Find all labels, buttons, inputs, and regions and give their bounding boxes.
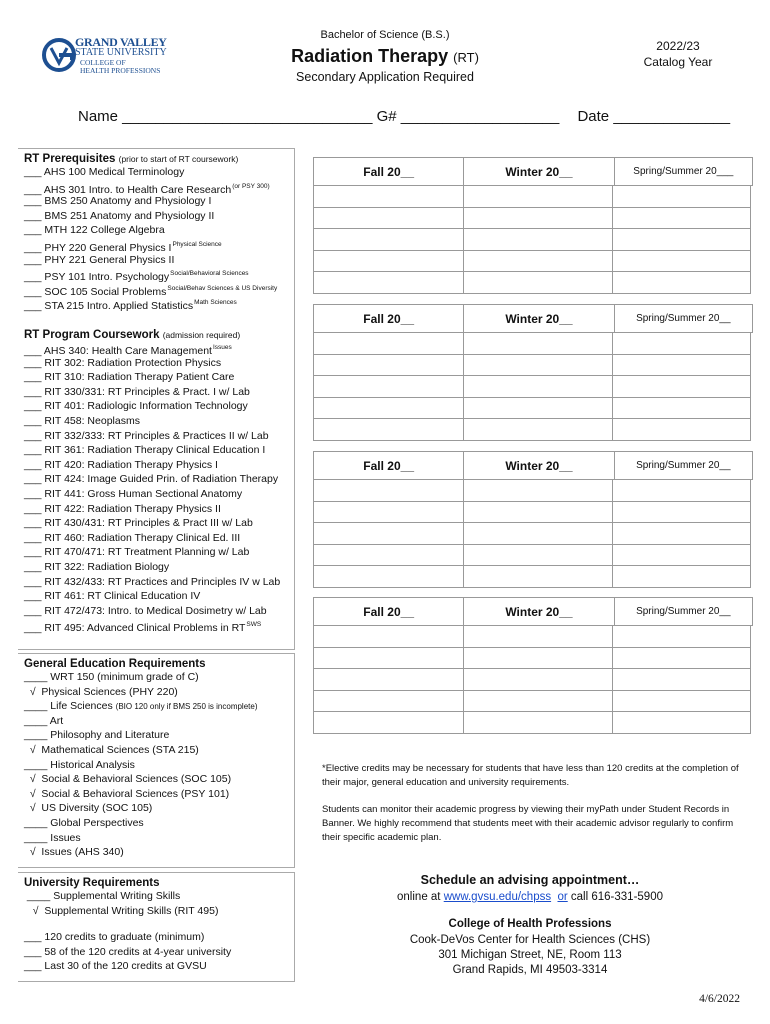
course-entry-cell[interactable] [464,272,614,293]
college-name: College of Health Professions [448,918,612,930]
course-entry-cell[interactable] [464,398,614,419]
gened-item[interactable] [24,845,258,860]
course-item[interactable] [24,341,280,356]
gened-text: √ Social & Behavioral Sciences (SOC 105) [24,773,232,786]
course-text: ___ RIT 361: Radiation Therapy Clinical Education I [24,444,266,457]
course-entry-cell[interactable] [314,669,464,690]
course-text: ___ RIT 424: Image Guided Prin. of Radiation Therapy [24,473,279,486]
advising-heading: Schedule an advising appointment… [420,873,640,887]
degree-label: Bachelor of Science (B.S.) [320,29,450,41]
course-text: ___ RIT 422: Radiation Therapy Physics II [24,502,221,515]
course-entry-cell[interactable] [314,480,464,501]
semester-course-row [313,229,751,251]
course-text: ___ SOC 105 Social Problems [24,285,167,298]
gened-text: ____ Historical Analysis [24,758,135,771]
course-entry-cell[interactable] [464,566,614,587]
course-attribute: Math Sciences [194,299,237,307]
semester-course-row [313,545,751,567]
supp-writing-item[interactable]: ____ Supplemental Writing Skills [24,890,181,902]
course-entry-cell[interactable] [613,626,750,647]
university-box [18,872,295,982]
course-entry-cell[interactable] [464,208,614,229]
gened-item[interactable] [24,699,258,714]
gened-text: √ US Diversity (SOC 105) [24,802,153,815]
course-entry-cell[interactable] [613,419,750,440]
course-entry-cell[interactable] [613,523,750,544]
course-entry-cell[interactable] [314,712,464,733]
course-attribute: SWS [246,621,262,629]
course-item[interactable] [24,370,280,385]
city-address: Grand Rapids, MI 49503-3314 [452,964,608,976]
semester-course-row [313,186,751,208]
course-entry-cell[interactable] [464,669,614,690]
gened-text: ____ Life Sciences [24,700,116,713]
course-entry-cell[interactable] [314,648,464,669]
logo-text-2: STATE UNIVERSITY [75,47,167,58]
gened-title: General Education Requirements [24,658,206,670]
course-text: ___ RIT 495: Advanced Clinical Problems in RT [24,622,246,635]
course-entry-cell[interactable] [314,251,464,272]
course-entry-cell[interactable] [314,398,464,419]
semester-course-row [313,626,751,648]
semester-summer-label: Spring/Summer 20__ [636,606,731,617]
course-text: ___ STA 215 Intro. Applied Statistics [24,300,194,313]
logo-college: COLLEGE OF [80,58,126,67]
course-text: ___ RIT 470/471: RT Treatment Planning w/ Lab [24,546,250,559]
university-section [24,877,231,974]
gened-item[interactable] [24,801,258,816]
course-text: ___ RIT 441: Gross Human Sectional Anatomy [24,487,243,500]
course-item[interactable] [24,223,277,238]
gened-text: ____ Global Perspectives [24,816,144,829]
course-text: ___ RIT 461: RT Clinical Education IV [24,590,201,603]
gened-item[interactable] [24,772,258,787]
semester-fall-label: Fall 20__ [314,598,464,625]
course-item[interactable] [24,560,280,575]
course-item[interactable] [24,516,280,531]
credits-item[interactable]: ___ 120 credits to graduate (minimum) [24,931,205,944]
course-attribute: Social/Behav Sciences & US Diversity [167,284,278,292]
course-text: ___ AHS 100 Medical Terminology [24,166,185,178]
course-entry-cell[interactable] [613,691,750,712]
course-entry-cell[interactable] [613,376,750,397]
course-text: ___ RIT 330/331: RT Principles & Pract. I w/ Lab [24,385,250,398]
gened-text: ____ Philosophy and Literature [24,729,170,742]
course-entry-cell[interactable] [464,229,614,250]
course-entry-cell[interactable] [613,648,750,669]
course-entry-cell[interactable] [464,333,614,354]
course-item[interactable] [24,267,277,282]
program-section [24,329,280,633]
course-item[interactable] [24,618,280,633]
course-item[interactable] [24,458,280,473]
course-text: ___ RIT 472/473: Intro. to Medical Dosimetry w/ Lab [24,604,267,617]
semester-winter-label: Winter 20__ [464,452,614,479]
course-entry-cell[interactable] [314,229,464,250]
course-text: ___ RIT 332/333: RT Principles & Practices II w/ Lab [24,429,269,442]
semester-summer-label: Spring/Summer 20___ [633,166,734,177]
prereq-note: (prior to start of RT coursework) [118,154,239,164]
gened-item[interactable] [24,714,258,729]
course-item[interactable] [24,502,280,517]
semester-winter-label: Winter 20__ [464,305,614,332]
course-entry-cell[interactable] [314,272,464,293]
semester-summer-label: Spring/Summer 20__ [636,460,731,471]
course-text: ___ RIT 460: Radiation Therapy Clinical Ed. III [24,531,241,544]
semester-course-row [313,272,751,294]
course-entry-cell[interactable] [613,186,750,207]
semester-course-row [313,523,751,545]
course-item[interactable] [24,487,280,502]
course-entry-cell[interactable] [464,545,614,566]
semester-course-row [313,566,751,588]
semester-header [313,157,753,186]
course-entry-cell[interactable] [613,566,750,587]
semester-course-row [313,691,751,713]
semester-fall-label: Fall 20__ [314,305,464,332]
course-item[interactable] [24,238,277,253]
catalog-year-value: 2022/23 [656,39,700,53]
course-entry-cell[interactable] [613,272,750,293]
semester-summer-label: Spring/Summer 20__ [636,313,731,324]
gened-text: √ Mathematical Sciences (STA 215) [24,743,199,756]
course-text: ___ PSY 101 Intro. Psychology [24,271,170,284]
course-entry-cell[interactable] [464,419,614,440]
gened-item[interactable] [24,831,258,846]
course-text: ___ RIT 430/431: RT Principles & Pract III w/ Lab [24,517,253,530]
course-item[interactable] [24,385,280,400]
course-entry-cell[interactable] [613,712,750,733]
gened-note: (BIO 120 only if BMS 250 is incomplete) [115,702,258,712]
course-item[interactable] [24,209,277,224]
course-item[interactable] [24,399,280,414]
course-item[interactable] [24,356,280,371]
logo-text-3 [80,59,160,75]
semester-course-row [313,480,751,502]
course-text: ___ RIT 302: Radiation Protection Physics [24,356,222,369]
secondary-application: Secondary Application Required [296,70,474,84]
university-title: University Requirements [24,877,160,889]
logo-text-1: GRAND VALLEY [75,35,167,49]
course-item[interactable] [24,443,280,458]
gened-text: √ Issues (AHS 340) [24,846,124,859]
prereq-title-text: RT Prerequisites [24,153,116,165]
gened-text: √ Physical Sciences (PHY 220) [24,685,178,698]
prereq-list [24,165,277,311]
page-title [250,46,520,67]
course-entry-cell[interactable] [314,566,464,587]
course-item[interactable] [24,194,277,209]
online-prefix: online at [397,891,444,903]
or-link: or [557,891,568,903]
course-item[interactable] [24,575,280,590]
prereq-section [24,153,277,311]
semester-course-row [313,648,751,670]
course-item[interactable] [24,429,280,444]
date-field[interactable]: Date ______________ [577,108,731,125]
course-entry-cell[interactable] [613,251,750,272]
supp-writing-done: √ Supplemental Writing Skills (RIT 495) [24,904,219,917]
gened-item[interactable] [24,670,258,685]
rt-courses-box [18,148,295,650]
footer-date: 4/6/2022 [699,993,740,1005]
course-entry-cell[interactable] [314,333,464,354]
course-attribute: Physical Science [172,240,222,248]
course-text: ___ RIT 401: Radiologic Information Technology [24,400,248,413]
course-entry-cell[interactable] [314,523,464,544]
semester-winter-label: Winter 20__ [464,158,614,185]
course-item[interactable] [24,165,277,180]
gened-text: ____ Issues [24,831,81,844]
center-name: Cook-DeVos Center for Health Sciences (CHS) [409,934,651,946]
gened-item[interactable] [24,816,258,831]
course-item[interactable] [24,604,280,619]
gened-item[interactable] [24,728,258,743]
course-entry-cell[interactable] [613,355,750,376]
course-item[interactable] [24,180,277,195]
course-entry-cell[interactable] [314,502,464,523]
course-entry-cell[interactable] [613,208,750,229]
name-gnumber-field[interactable]: Name ______________________________ G# ___________________ [78,108,560,125]
course-entry-cell[interactable] [314,545,464,566]
semester-course-row [313,712,751,734]
prereq-title [24,153,277,165]
title-text: Radiation Therapy [291,46,449,66]
course-entry-cell[interactable] [464,186,614,207]
course-item[interactable] [24,589,280,604]
gened-text: √ Social & Behavioral Sciences (PSY 101) [24,787,230,800]
phone-number: call 616-331-5900 [567,891,663,903]
course-text: ___ RIT 310: Radiation Therapy Patient Care [24,371,235,384]
course-text: ___ BMS 250 Anatomy and Physiology I [24,195,212,208]
course-entry-cell[interactable] [464,626,614,647]
semester-course-row [313,355,751,377]
gened-item[interactable] [24,743,258,758]
course-text: ___ BMS 251 Anatomy and Physiology II [24,209,215,222]
course-item[interactable] [24,253,277,268]
gvsu-logo [42,34,167,80]
course-item[interactable] [24,472,280,487]
gened-item[interactable] [24,685,258,700]
course-attribute: (or PSY 300) [232,182,270,190]
course-entry-cell[interactable] [464,648,614,669]
semester-header [313,451,753,480]
semester-course-row [313,333,751,355]
gened-item[interactable] [24,758,258,773]
course-entry-cell[interactable] [464,502,614,523]
semester-course-row [313,419,751,441]
course-entry-cell[interactable] [314,626,464,647]
semester-course-row [313,502,751,524]
semester-fall-label: Fall 20__ [314,452,464,479]
course-entry-cell[interactable] [613,669,750,690]
course-entry-cell[interactable] [464,376,614,397]
chpss-link[interactable]: www.gvsu.edu/chpss [443,891,552,903]
semester-fall-label: Fall 20__ [314,158,464,185]
course-entry-cell[interactable] [464,251,614,272]
course-text: ___ PHY 221 General Physics II [24,253,175,266]
course-entry-cell[interactable] [613,229,750,250]
course-text: ___ AHS 340: Health Care Management [24,345,212,357]
semester-header [313,597,753,626]
gvsu-logo-icon [42,36,76,74]
gened-list [24,670,258,860]
course-entry-cell[interactable] [464,712,614,733]
course-entry-cell[interactable] [314,691,464,712]
semester-course-row [313,208,751,230]
credits-item[interactable]: ___ 58 of the 120 credits at 4-year university [24,945,232,958]
gened-text: ____ WRT 150 (minimum grade of C) [24,671,199,683]
course-text: ___ AHS 301 Intro. to Health Care Research [24,183,232,196]
course-entry-cell[interactable] [464,480,614,501]
elective-note: *Elective credits may be necessary for students that have less than 120 credits at the completion of their major, general education and university requirements. [322,763,739,788]
course-text: ___ RIT 432/433: RT Practices and Principles IV w Lab [24,575,281,588]
title-abbr: (RT) [453,50,479,65]
course-entry-cell[interactable] [314,419,464,440]
course-item[interactable] [24,296,277,311]
catalog-year [618,38,738,70]
catalog-year-label: Catalog Year [643,55,713,69]
semester-header [313,304,753,333]
gened-box [18,653,295,868]
course-text: ___ RIT 322: Radiation Biology [24,560,170,573]
course-entry-cell[interactable] [613,398,750,419]
course-entry-cell[interactable] [613,545,750,566]
semester-course-row [313,398,751,420]
gened-item[interactable] [24,787,258,802]
course-item[interactable] [24,531,280,546]
course-entry-cell[interactable] [464,691,614,712]
course-entry-cell[interactable] [613,333,750,354]
program-note: (admission required) [162,330,241,340]
course-text: ___ RIT 420: Radiation Therapy Physics I [24,458,218,471]
course-text: ___ RIT 458: Neoplasms [24,414,140,427]
course-entry-cell[interactable] [314,186,464,207]
gened-section [24,658,258,860]
course-entry-cell[interactable] [314,376,464,397]
course-text: ___ MTH 122 College Algebra [24,224,165,237]
course-entry-cell[interactable] [464,355,614,376]
course-text: ___ PHY 220 General Physics I [24,241,172,254]
semester-course-row [313,669,751,691]
program-title-text: RT Program Coursework [24,329,160,341]
advising-contact-line [360,890,700,906]
course-item[interactable] [24,282,277,297]
course-entry-cell[interactable] [613,502,750,523]
course-item[interactable] [24,414,280,429]
course-attribute: Social/Behavioral Sciences [170,270,249,278]
logo-health: HEALTH PROFESSIONS [80,66,161,75]
course-entry-cell[interactable] [613,480,750,501]
course-entry-cell[interactable] [464,523,614,544]
semester-course-row [313,376,751,398]
course-item[interactable] [24,545,280,560]
semester-course-row [313,251,751,273]
program-title [24,329,280,341]
student-info-line[interactable] [78,108,730,125]
course-entry-cell[interactable] [314,208,464,229]
credits-item[interactable]: ___ Last 30 of the 120 credits at GVSU [24,960,207,973]
program-list [24,341,280,633]
mypath-note: Students can monitor their academic progress by viewing their myPath under Student Records in Banner. We highly recommend that students meet with their academic advisor regularly to confirm their specific academic plan. [322,804,734,843]
course-entry-cell[interactable] [314,355,464,376]
street-address: 301 Michigan Street, NE, Room 113 [438,949,622,961]
course-attribute: Issues [212,344,232,351]
gened-text: ____ Art [24,714,64,727]
semester-winter-label: Winter 20__ [464,598,614,625]
